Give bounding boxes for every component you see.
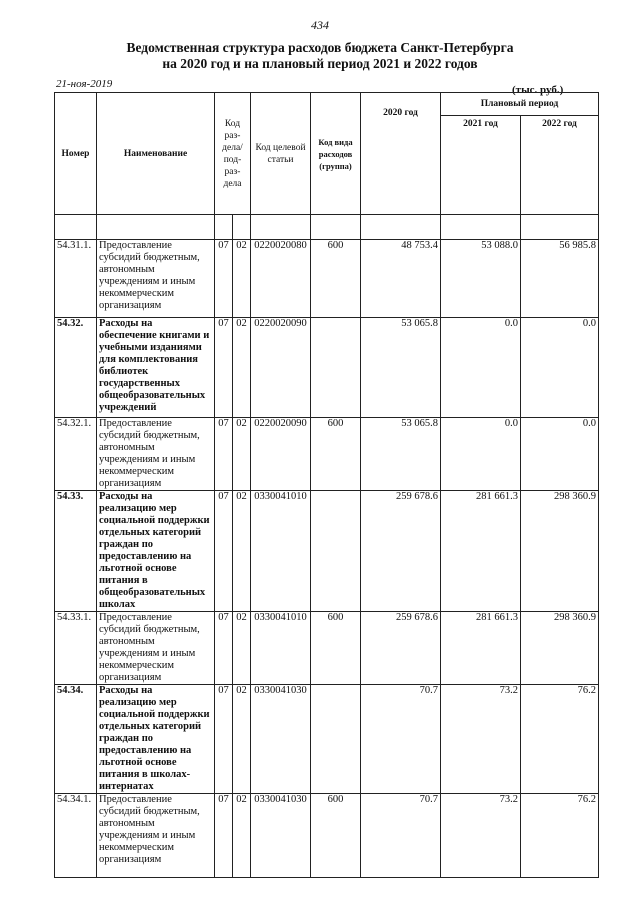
- row-section: 07: [215, 794, 233, 878]
- row-amount-2021: 281 661.3: [441, 612, 521, 685]
- row-amount-2020: 53 065.8: [361, 318, 441, 418]
- row-number: 54.32.1.: [55, 418, 97, 491]
- row-number: 54.34.1.: [55, 794, 97, 878]
- row-target-code: 0220020080: [251, 240, 311, 318]
- header-expense-type: Код вида расходов (группа): [311, 93, 361, 215]
- row-amount-2022: 0.0: [521, 318, 599, 418]
- table-row: [55, 794, 599, 878]
- row-amount-2021: 281 661.3: [441, 491, 521, 612]
- header-2020: 2020 год: [361, 93, 441, 215]
- row-name: Предоставление субсидий бюджетным, автономным учреждениям и иным некоммерческим организациям: [97, 794, 215, 878]
- table-header: [55, 93, 599, 215]
- table-row: [55, 418, 599, 491]
- row-amount-2020: 53 065.8: [361, 418, 441, 491]
- row-number: 54.32.: [55, 318, 97, 418]
- row-expense-type: 600: [311, 794, 361, 878]
- row-target-code: 0330041030: [251, 685, 311, 794]
- row-subsection: 02: [233, 418, 251, 491]
- row-amount-2020: 259 678.6: [361, 491, 441, 612]
- row-number: 54.34.: [55, 685, 97, 794]
- row-subsection: 02: [233, 491, 251, 612]
- title-line-2: на 2020 год и на плановый период 2021 и 2022 годов: [162, 56, 478, 71]
- header-2022: 2022 год: [521, 116, 599, 215]
- row-section: 07: [215, 240, 233, 318]
- row-expense-type: [311, 491, 361, 612]
- header-planned-period: Плановый период: [441, 93, 599, 116]
- row-amount-2020: 70.7: [361, 685, 441, 794]
- row-number: 54.31.1.: [55, 240, 97, 318]
- header-gap-row: [55, 215, 599, 240]
- page-number: 434: [311, 18, 329, 32]
- row-expense-type: [311, 318, 361, 418]
- budget-table: [54, 92, 599, 878]
- units-label: (тыс. руб.): [512, 84, 564, 96]
- row-subsection: 02: [233, 794, 251, 878]
- header-2021: 2021 год: [441, 116, 521, 215]
- row-amount-2021: 73.2: [441, 794, 521, 878]
- row-expense-type: 600: [311, 612, 361, 685]
- header-name: Наименование: [97, 93, 215, 215]
- row-amount-2022: 76.2: [521, 794, 599, 878]
- document-date: 21-ноя-2019: [56, 78, 113, 90]
- row-name: Расходы на реализацию мер социальной поддержки отдельных категорий граждан по предоставлению на льготной основе питания в школах-интернатах: [97, 685, 215, 794]
- row-amount-2020: 48 753.4: [361, 240, 441, 318]
- row-amount-2022: 76.2: [521, 685, 599, 794]
- row-section: 07: [215, 612, 233, 685]
- row-name: Предоставление субсидий бюджетным, автономным учреждениям и иным некоммерческим организациям: [97, 418, 215, 491]
- row-section: 07: [215, 418, 233, 491]
- row-target-code: 0220020090: [251, 318, 311, 418]
- row-section: 07: [215, 685, 233, 794]
- row-number: 54.33.1.: [55, 612, 97, 685]
- row-amount-2021: 53 088.0: [441, 240, 521, 318]
- table-row: [55, 318, 599, 418]
- row-expense-type: 600: [311, 240, 361, 318]
- header-number: Номер: [55, 93, 97, 215]
- row-amount-2021: 73.2: [441, 685, 521, 794]
- row-name: Предоставление субсидий бюджетным, автономным учреждениям и иным некоммерческим организациям: [97, 240, 215, 318]
- row-amount-2021: 0.0: [441, 418, 521, 491]
- row-amount-2020: 70.7: [361, 794, 441, 878]
- table-body: [55, 215, 599, 878]
- header-section: Код раз-дела/ под-раз-дела: [215, 93, 251, 215]
- row-name: Расходы на реализацию мер социальной поддержки отдельных категорий граждан по предоставлению на льготной основе питания в общеобразовательных школах: [97, 491, 215, 612]
- row-name: Расходы на обеспечение книгами и учебными изданиями для комплектования библиотек государственных общеобразовательных учреждений: [97, 318, 215, 418]
- row-amount-2021: 0.0: [441, 318, 521, 418]
- row-target-code: 0330041010: [251, 612, 311, 685]
- table-row: [55, 612, 599, 685]
- row-amount-2022: 298 360.9: [521, 491, 599, 612]
- row-target-code: 0220020090: [251, 418, 311, 491]
- row-subsection: 02: [233, 240, 251, 318]
- row-amount-2022: 298 360.9: [521, 612, 599, 685]
- table-row: [55, 685, 599, 794]
- row-amount-2022: 0.0: [521, 418, 599, 491]
- document-title: [0, 40, 640, 72]
- row-target-code: 0330041030: [251, 794, 311, 878]
- row-subsection: 02: [233, 685, 251, 794]
- table-row: [55, 240, 599, 318]
- row-target-code: 0330041010: [251, 491, 311, 612]
- title-line-1: Ведомственная структура расходов бюджета Санкт-Петербурга: [126, 40, 514, 55]
- row-amount-2020: 259 678.6: [361, 612, 441, 685]
- header-target: Код целевой статьи: [251, 93, 311, 215]
- row-expense-type: [311, 685, 361, 794]
- row-section: 07: [215, 318, 233, 418]
- table-row: [55, 491, 599, 612]
- row-subsection: 02: [233, 612, 251, 685]
- row-name: Предоставление субсидий бюджетным, автономным учреждениям и иным некоммерческим организациям: [97, 612, 215, 685]
- row-section: 07: [215, 491, 233, 612]
- row-number: 54.33.: [55, 491, 97, 612]
- row-amount-2022: 56 985.8: [521, 240, 599, 318]
- row-subsection: 02: [233, 318, 251, 418]
- row-expense-type: 600: [311, 418, 361, 491]
